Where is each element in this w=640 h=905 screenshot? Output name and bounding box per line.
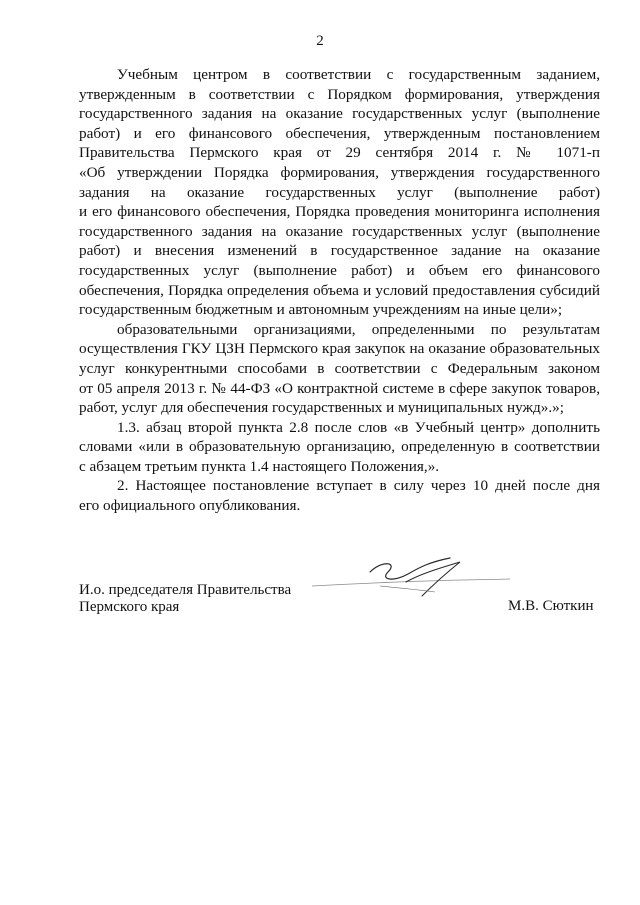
document-body xyxy=(79,65,600,516)
text-line: государственного задания на оказание государственных услуг (выполнение xyxy=(79,222,600,240)
page-number: 2 xyxy=(316,33,324,49)
paragraph-item-1-3 xyxy=(79,418,600,477)
text-line: Правительства Пермского края от 29 сентября 2014 г. № 1071-п xyxy=(79,144,600,162)
text-line: государственным бюджетным и автономным учреждениям на иные цели»; xyxy=(79,301,563,319)
text-line: обеспечения, Порядка определения объема и условий предоставления субсидий xyxy=(79,281,600,299)
paragraph-training-center xyxy=(79,65,600,320)
text-line: образовательными организациями, определенными по результатам xyxy=(117,320,600,338)
position-line: И.о. председателя Правительства xyxy=(79,582,292,598)
text-line: от 05 апреля 2013 г. № 44-ФЗ «О контрактной системе в сфере закупок товаров, xyxy=(79,379,600,397)
text-line: его официального опубликования. xyxy=(79,497,301,515)
handwritten-signature xyxy=(310,552,530,614)
text-line: работ, услуг для обеспечения государственных и муниципальных нужд».»; xyxy=(79,399,564,417)
text-line: государственных услуг (выполнение работ) и объем его финансового xyxy=(79,261,600,279)
text-line: услуг конкурентными способами в соответствии с Федеральным законом xyxy=(79,359,600,377)
text-line: «Об утверждении Порядка формирования, утверждения государственного xyxy=(79,163,600,181)
text-line: утвержденным в соответствии с Порядком формирования, утверждения xyxy=(79,85,600,103)
text-line: 1.3. абзац второй пункта 2.8 после слов «в Учебный центр» дополнить xyxy=(117,418,600,436)
text-line: словами «или в образовательную организацию, определенную в соответствии xyxy=(79,438,600,456)
text-line: задания на оказание государственных услуг (выполнение работ) xyxy=(79,183,600,201)
signatory-position xyxy=(79,582,291,616)
text-line: работ) и внесения изменений в государственное задание на оказание xyxy=(79,242,600,260)
text-line: осуществления ГКУ ЦЗН Пермского края закупок на оказание образовательных xyxy=(79,340,600,358)
paragraph-item-2 xyxy=(79,476,600,515)
text-line: 2. Настоящее постановление вступает в силу через 10 дней после дня xyxy=(117,477,600,495)
text-line: государственного задания на оказание государственных услуг (выполнение xyxy=(79,105,600,123)
text-line: работ) и его финансового обеспечения, утвержденным постановлением xyxy=(79,124,600,142)
signatory-name: М.В. Сюткин xyxy=(508,598,594,614)
text-line: с абзацем третьим пункта 1.4 настоящего Положения,». xyxy=(79,457,440,475)
text-line: и его финансового обеспечения, Порядка проведения мониторинга исполнения xyxy=(79,203,600,221)
text-line: Учебным центром в соответствии с государственным заданием, xyxy=(117,66,600,83)
paragraph-educational-organizations xyxy=(79,320,600,418)
position-line: Пермского края xyxy=(79,599,180,615)
